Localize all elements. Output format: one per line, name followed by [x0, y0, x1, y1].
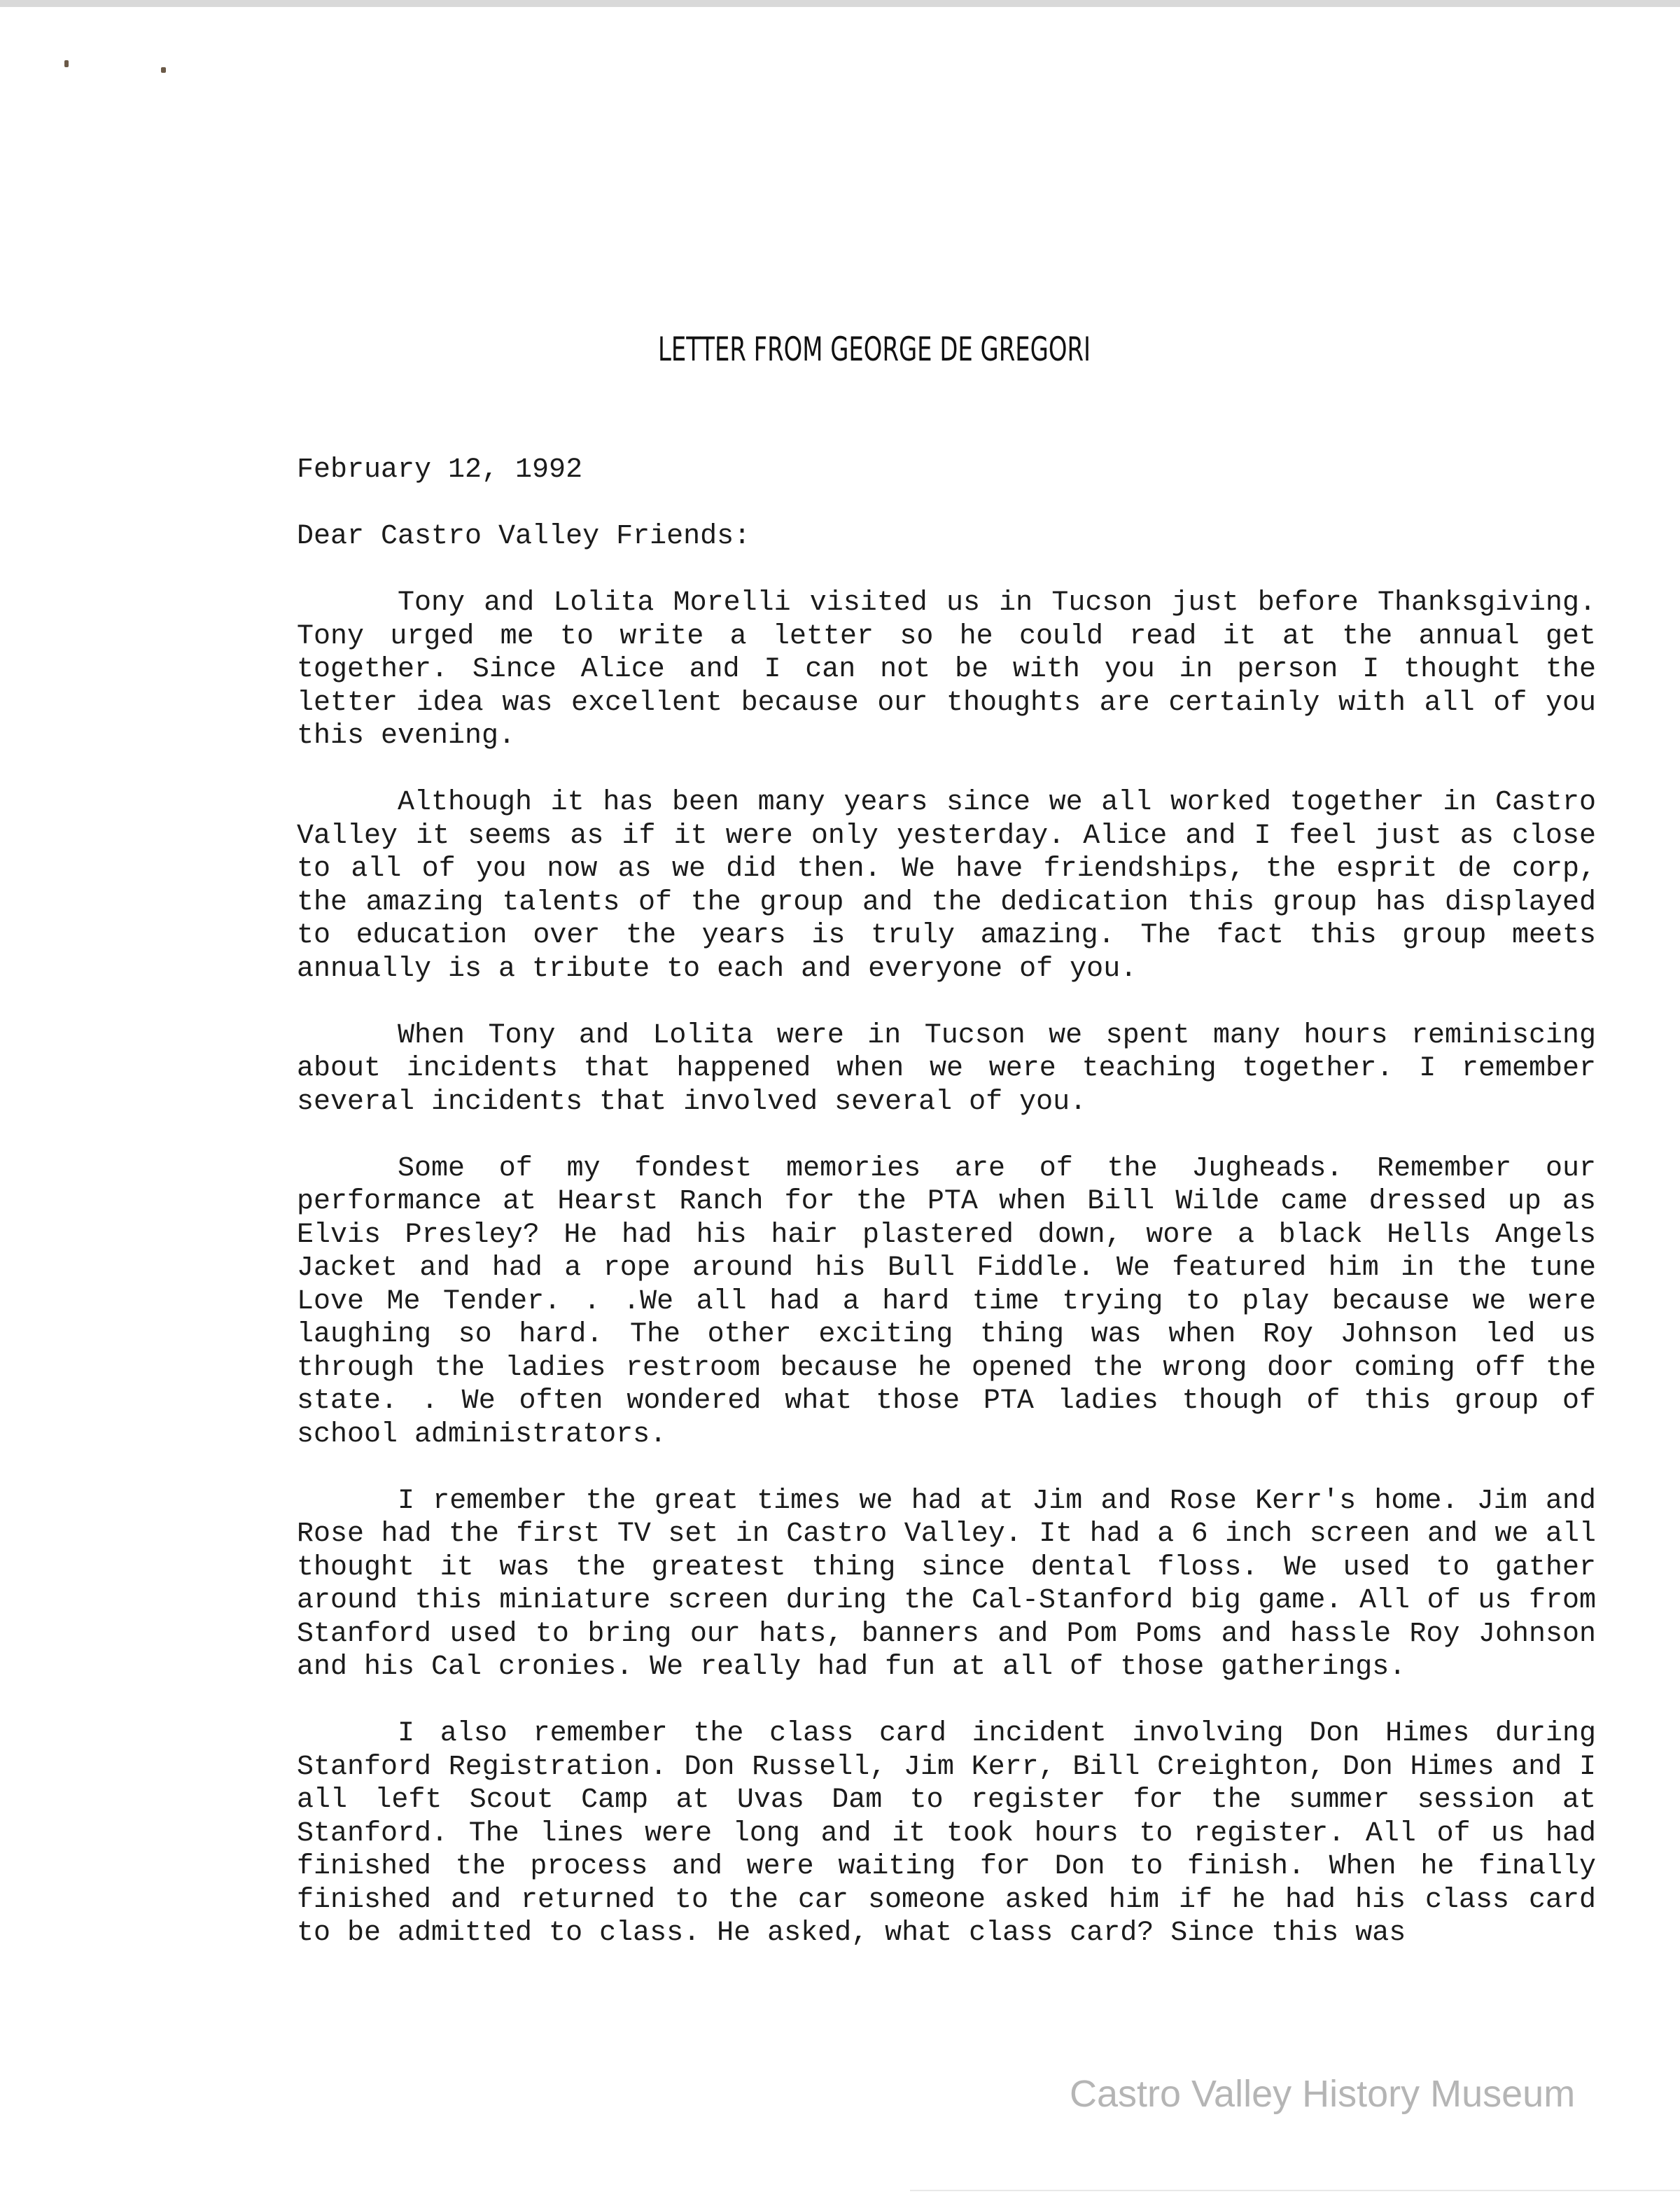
scan-speck	[64, 60, 69, 67]
scan-bottom-edge	[910, 2190, 1680, 2191]
scan-top-edge	[0, 0, 1680, 7]
letter-body	[297, 454, 1596, 1983]
letter-date: February 12, 1992	[297, 454, 583, 486]
letter-salutation: Dear Castro Valley Friends:	[297, 521, 751, 552]
museum-watermark: Castro Valley History Museum	[1070, 2073, 1576, 2115]
page-title: LETTER FROM GEORGE DE GREGORI	[658, 330, 1091, 369]
letter-paragraph: I also remember the class card incident involving Don Himes during Stanford Registration. Don Russell, Jim Kerr, Bill Creighton, Don Himes and I all left Scout Camp at Uvas Dam to register for the summer session at Stanford. The lines were long and it took hours to register. All of us had finished the process and were waiting for Don to finish. When he finally finished and returned to the car someone asked him if he had his class card to be admitted to class. He asked, what class card? Since this was	[297, 1718, 1596, 1949]
letter-paragraph: Tony and Lolita Morelli visited us in Tucson just before Thanksgiving. Tony urged me to write a letter so he could read it at the annual get together. Since Alice and I can not be with you in person I thought the letter idea was excellent because our thoughts are certainly with all of you this evening.	[297, 587, 1596, 752]
letter-paragraph: Some of my fondest memories are of the Jugheads. Remember our performance at Hearst Ranch for the PTA when Bill Wilde came dressed up as Elvis Presley? He had his hair plastered down, wore a black Hells Angels Jacket and had a rope around his Bull Fiddle. We featured him in the tune Love Me Tender. . .We all had a hard time trying to play because we were laughing so hard. The other exciting thing was when Roy Johnson led us through the ladies restroom because he opened the wrong door coming off the state. . We often wondered what those PTA ladies though of this group of school administrators.	[297, 1152, 1596, 1451]
letter-paragraph: Although it has been many years since we all worked together in Castro Valley it seems as if it were only yesterday. Alice and I feel just as close to all of you now as we did then. We have friendships, the esprit de corp, the amazing talents of the group and the dedication this group has displayed to education over the years is truly amazing. The fact this group meets annually is a tribute to each and everyone of you.	[297, 787, 1596, 985]
letter-paragraph: When Tony and Lolita were in Tucson we spent many hours reminiscing about incidents that happened when we were teaching together. I remember several incidents that involved several of you.	[297, 1019, 1596, 1118]
scan-speck	[161, 67, 166, 73]
letter-paragraph: I remember the great times we had at Jim and Rose Kerr's home. Jim and Rose had the first TV set in Castro Valley. It had a 6 inch screen and we all thought it was the greatest thing since dental floss. We used to gather around this miniature screen during the Cal-Stanford big game. All of us from Stanford used to bring our hats, banners and Pom Poms and hassle Roy Johnson and his Cal cronies. We really had fun at all of those gatherings.	[297, 1485, 1596, 1683]
